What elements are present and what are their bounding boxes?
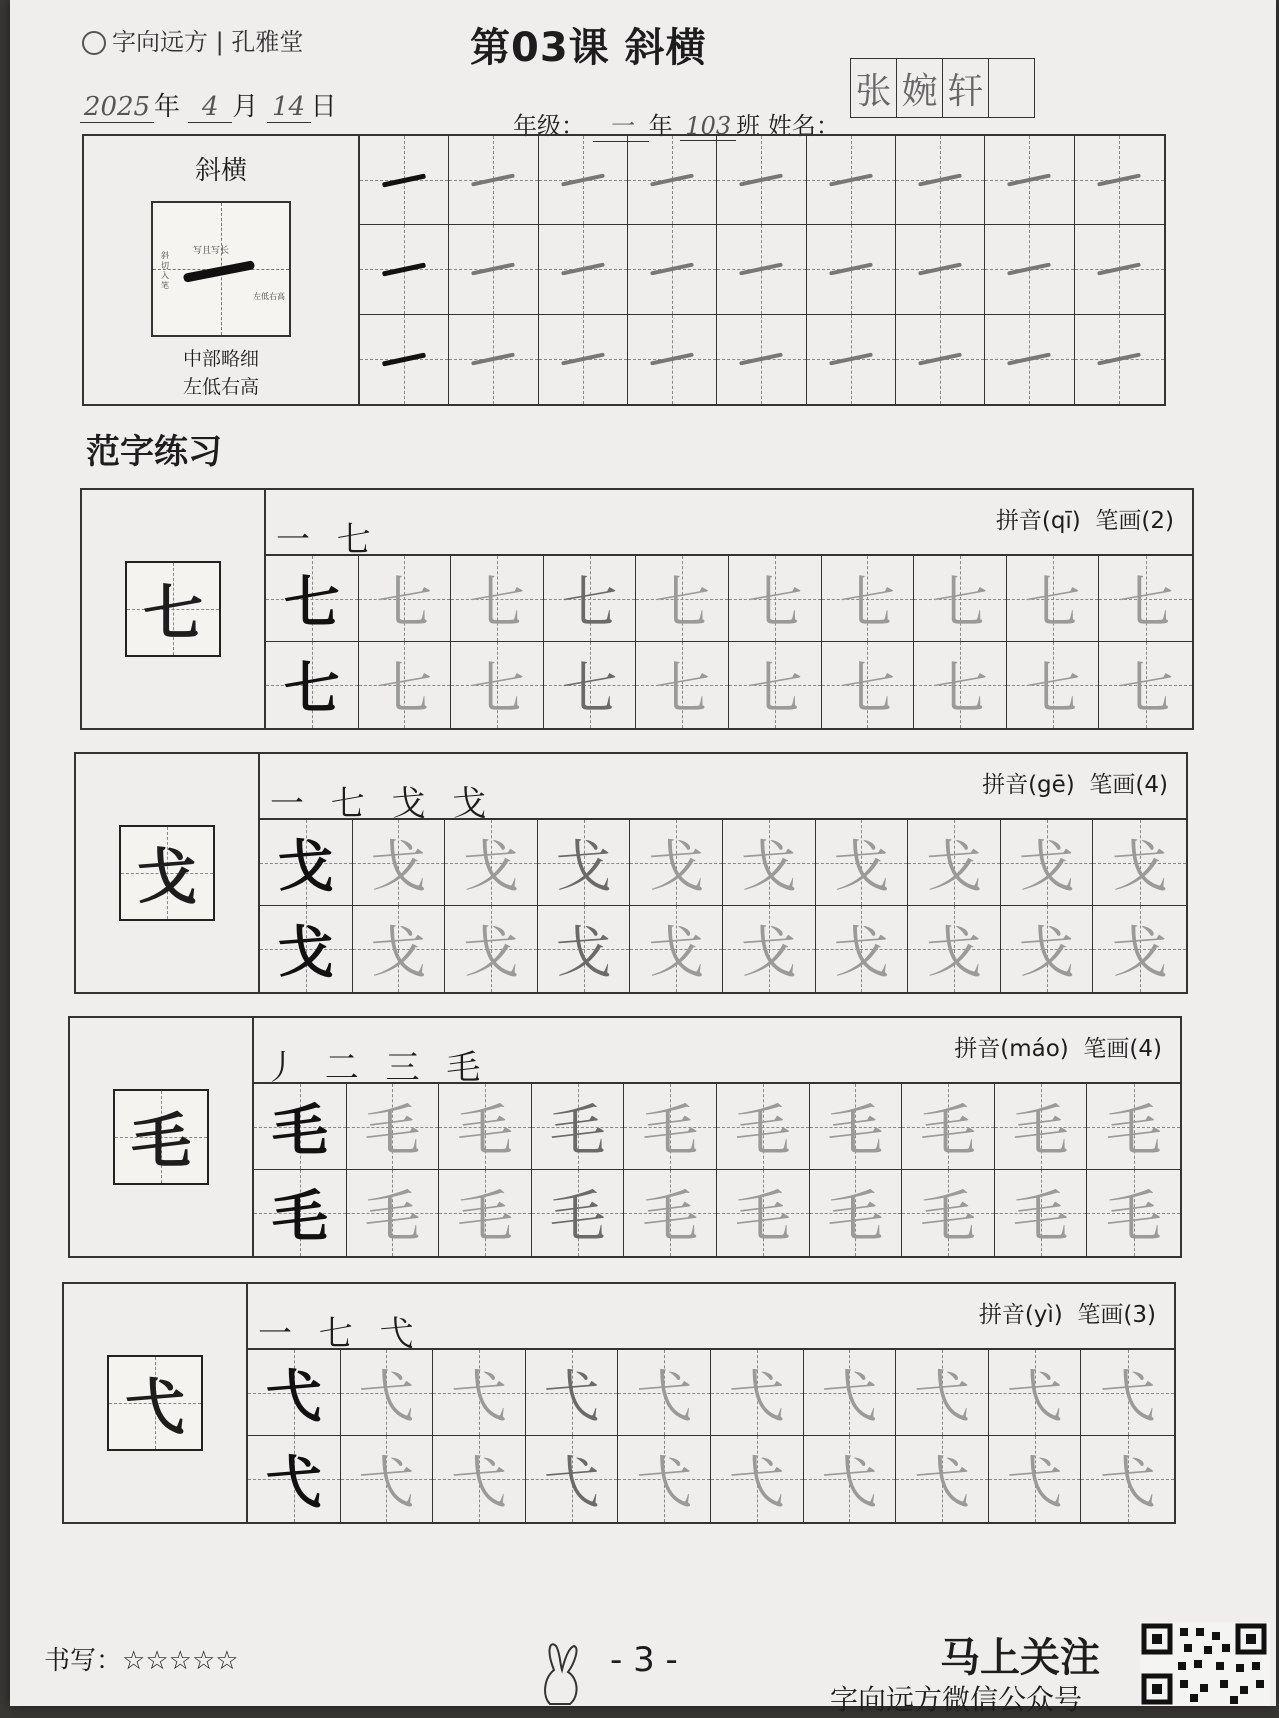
practice-cell[interactable]: 弋 xyxy=(711,1436,804,1522)
char-header xyxy=(260,754,1186,824)
practice-cell[interactable]: 七 xyxy=(451,556,544,642)
date-day: 14 xyxy=(267,92,311,123)
stroke-practice-cell[interactable] xyxy=(1075,315,1164,404)
brand-logo: 字向远方 | 孔雅堂 xyxy=(82,22,303,57)
char-header xyxy=(266,490,1192,560)
sample-cell: 戈 xyxy=(260,906,353,992)
stroke-practice-cell[interactable] xyxy=(449,315,538,404)
char-header xyxy=(254,1018,1180,1088)
name-char xyxy=(989,59,1034,117)
practice-grid xyxy=(266,556,1192,728)
stroke-info xyxy=(84,136,360,404)
stroke-mark xyxy=(382,352,426,366)
practice-cell[interactable]: 毛 xyxy=(532,1084,625,1170)
practice-cell[interactable]: 戈 xyxy=(1001,906,1094,992)
lesson-title: 第03课 斜横 xyxy=(470,25,707,71)
sample-cell: 弋 xyxy=(248,1436,341,1522)
stroke-count: (4) xyxy=(1135,772,1168,798)
practice-cell[interactable]: 七 xyxy=(636,556,729,642)
stroke-practice-cell[interactable] xyxy=(628,315,717,404)
stroke-mark xyxy=(1008,174,1052,187)
model-char-panel xyxy=(64,1284,248,1522)
pinyin: (yì) xyxy=(1024,1302,1063,1328)
stroke-practice-cell[interactable] xyxy=(807,315,896,404)
stroke-practice-cell[interactable] xyxy=(896,225,985,314)
char-meta: 拼音(yì) 笔画(3) xyxy=(978,1302,1156,1328)
char-meta: 拼音(máo) 笔画(4) xyxy=(954,1036,1162,1062)
char-header xyxy=(248,1284,1174,1354)
sample-cell: 七 xyxy=(266,556,359,642)
practice-cell[interactable]: 戈 xyxy=(538,906,631,992)
stroke-practice-cell[interactable] xyxy=(807,136,896,225)
stroke-mark xyxy=(740,263,784,276)
practice-cell[interactable]: 弋 xyxy=(989,1350,1082,1436)
pinyin: (qī) xyxy=(1041,508,1081,534)
practice-cell[interactable]: 弋 xyxy=(618,1350,711,1436)
stroke-order: 一 七 戈 戈 xyxy=(270,784,495,824)
practice-cell[interactable]: 弋 xyxy=(896,1436,989,1522)
name-grid xyxy=(850,58,1035,118)
practice-cell[interactable]: 七 xyxy=(544,556,637,642)
practice-cell[interactable]: 戈 xyxy=(723,906,816,992)
practice-cell[interactable]: 七 xyxy=(822,556,915,642)
practice-cell[interactable]: 弋 xyxy=(433,1350,526,1436)
date-year: 2025 xyxy=(80,92,154,123)
practice-cell[interactable]: 七 xyxy=(636,642,729,728)
qr-code-icon[interactable] xyxy=(1140,1622,1270,1706)
practice-cell[interactable]: 毛 xyxy=(347,1170,440,1256)
practice-cell[interactable]: 毛 xyxy=(1087,1170,1180,1256)
sample-cell: 毛 xyxy=(254,1170,347,1256)
practice-cell[interactable]: 七 xyxy=(822,642,915,728)
practice-cell[interactable]: 毛 xyxy=(532,1170,625,1256)
practice-cell[interactable]: 毛 xyxy=(624,1170,717,1256)
practice-cell[interactable]: 弋 xyxy=(1081,1436,1174,1522)
date-month: 4 xyxy=(188,92,232,123)
stroke-name: 斜横 xyxy=(194,156,247,186)
stroke-mark xyxy=(829,174,873,187)
follow-subtext: 字向远方微信公众号 xyxy=(830,1683,1083,1716)
character-block xyxy=(62,1282,1176,1524)
stroke-practice-box xyxy=(82,134,1166,406)
class-row: 年级： 一 年 103 班 姓名： xyxy=(513,106,840,142)
character-block xyxy=(74,752,1188,994)
practice-cell[interactable]: 戈 xyxy=(353,906,446,992)
stroke-mark xyxy=(561,353,605,366)
practice-cell[interactable]: 七 xyxy=(544,642,637,728)
stroke-note-1: 中部略细 xyxy=(182,348,259,370)
follow-text: 马上关注 xyxy=(940,1635,1100,1681)
name-char: 轩 xyxy=(943,59,989,117)
practice-cell[interactable]: 毛 xyxy=(624,1084,717,1170)
practice-cell[interactable]: 七 xyxy=(1007,556,1100,642)
practice-cell[interactable]: 七 xyxy=(729,642,822,728)
practice-cell[interactable]: 毛 xyxy=(717,1084,810,1170)
stroke-practice-cell[interactable] xyxy=(360,225,449,314)
practice-cell[interactable]: 弋 xyxy=(804,1436,897,1522)
stroke-mark xyxy=(918,263,962,276)
practice-cell[interactable]: 毛 xyxy=(810,1084,903,1170)
stroke-practice-cell[interactable] xyxy=(628,225,717,314)
practice-cell[interactable]: 毛 xyxy=(439,1170,532,1256)
stroke-mark xyxy=(1008,263,1052,276)
practice-cell[interactable]: 戈 xyxy=(723,820,816,906)
practice-cell[interactable]: 戈 xyxy=(1093,820,1186,906)
stroke-order: 丿 二 三 毛 xyxy=(264,1048,489,1088)
practice-cell[interactable]: 戈 xyxy=(908,820,1001,906)
pinyin: (máo) xyxy=(1000,1036,1069,1062)
practice-grid xyxy=(254,1084,1180,1256)
stroke-mark xyxy=(1097,263,1141,276)
practice-cell[interactable]: 弋 xyxy=(1081,1350,1174,1436)
stroke-mark xyxy=(472,263,516,276)
practice-grid xyxy=(260,820,1186,992)
practice-cell[interactable]: 毛 xyxy=(902,1084,995,1170)
practice-cell[interactable]: 毛 xyxy=(717,1170,810,1256)
practice-cell[interactable]: 戈 xyxy=(353,820,446,906)
stroke-mark xyxy=(561,263,605,276)
rabbit-icon xyxy=(540,1640,586,1706)
stroke-practice-cell[interactable] xyxy=(539,136,628,225)
practice-cell[interactable]: 弋 xyxy=(341,1350,434,1436)
stroke-practice-cell[interactable] xyxy=(985,136,1074,225)
practice-cell[interactable]: 弋 xyxy=(618,1436,711,1522)
stroke-mark xyxy=(918,353,962,366)
practice-cell[interactable]: 弋 xyxy=(526,1350,619,1436)
sample-cell: 七 xyxy=(266,642,359,728)
practice-cell[interactable]: 戈 xyxy=(816,906,909,992)
char-meta: 拼音(qī) 笔画(2) xyxy=(995,508,1174,534)
grade-value: 一 xyxy=(593,106,649,142)
section-title: 范字练习 xyxy=(86,432,222,472)
stroke-mark xyxy=(829,353,873,366)
stroke-practice-cell[interactable] xyxy=(539,225,628,314)
logo-icon xyxy=(82,31,106,55)
stroke-practice-cell[interactable] xyxy=(896,136,985,225)
stroke-practice-cell[interactable] xyxy=(1075,136,1164,225)
stroke-count: (2) xyxy=(1141,508,1174,534)
practice-cell[interactable]: 毛 xyxy=(995,1170,1088,1256)
stroke-count: (3) xyxy=(1123,1302,1156,1328)
stroke-order: 一 七 弋 xyxy=(258,1314,422,1354)
practice-cell[interactable]: 弋 xyxy=(341,1436,434,1522)
practice-cell[interactable]: 弋 xyxy=(804,1350,897,1436)
stroke-mark xyxy=(918,174,962,187)
char-meta: 拼音(gē) 笔画(4) xyxy=(982,772,1168,798)
practice-cell[interactable]: 毛 xyxy=(995,1084,1088,1170)
stroke-practice-cell[interactable] xyxy=(985,315,1074,404)
practice-cell[interactable]: 七 xyxy=(729,556,822,642)
sample-cell: 弋 xyxy=(248,1350,341,1436)
practice-cell[interactable]: 弋 xyxy=(711,1350,804,1436)
practice-cell[interactable]: 戈 xyxy=(630,906,723,992)
stroke-practice-cell[interactable] xyxy=(985,225,1074,314)
model-char: 戈 xyxy=(119,825,215,921)
model-char: 七 xyxy=(125,561,221,657)
practice-cell[interactable]: 七 xyxy=(914,642,1007,728)
stroke-grid xyxy=(360,136,1164,404)
stroke-mark xyxy=(650,263,694,276)
stroke-mark xyxy=(472,353,516,366)
character-block xyxy=(68,1016,1182,1258)
practice-cell[interactable]: 弋 xyxy=(526,1436,619,1522)
practice-cell[interactable]: 七 xyxy=(1099,556,1192,642)
practice-cell[interactable]: 弋 xyxy=(433,1436,526,1522)
stroke-mark xyxy=(1008,353,1052,366)
stroke-practice-cell[interactable] xyxy=(717,136,806,225)
stroke-mark xyxy=(382,262,426,276)
character-block xyxy=(80,488,1194,730)
practice-cell[interactable]: 毛 xyxy=(810,1170,903,1256)
stroke-practice-cell[interactable] xyxy=(360,315,449,404)
stroke-practice-cell[interactable] xyxy=(360,136,449,225)
practice-cell[interactable]: 弋 xyxy=(896,1350,989,1436)
practice-cell[interactable]: 弋 xyxy=(989,1436,1082,1522)
sample-cell: 戈 xyxy=(260,820,353,906)
stroke-mark xyxy=(650,174,694,187)
stroke-practice-cell[interactable] xyxy=(717,315,806,404)
practice-cell[interactable]: 戈 xyxy=(445,820,538,906)
stroke-mark xyxy=(650,353,694,366)
practice-cell[interactable]: 戈 xyxy=(445,906,538,992)
model-char: 弋 xyxy=(107,1355,203,1451)
practice-cell[interactable]: 戈 xyxy=(630,820,723,906)
practice-cell[interactable]: 七 xyxy=(914,556,1007,642)
practice-cell[interactable]: 七 xyxy=(451,642,544,728)
stroke-practice-cell[interactable] xyxy=(717,225,806,314)
practice-cell[interactable]: 七 xyxy=(1007,642,1100,728)
name-char: 张 xyxy=(851,59,897,117)
practice-cell[interactable]: 毛 xyxy=(439,1084,532,1170)
stroke-practice-cell[interactable] xyxy=(896,315,985,404)
worksheet-page xyxy=(10,0,1276,1716)
practice-cell[interactable]: 戈 xyxy=(1093,906,1186,992)
page-number: - 3 - xyxy=(610,1640,678,1680)
practice-cell[interactable]: 七 xyxy=(359,556,452,642)
writing-score: 书写：☆☆☆☆☆ xyxy=(44,1646,239,1676)
stroke-practice-cell[interactable] xyxy=(449,136,538,225)
practice-cell[interactable]: 戈 xyxy=(816,820,909,906)
stroke-mark xyxy=(382,173,426,187)
stroke-diagram: 写且写长 斜切入笔 左低右高 xyxy=(151,201,291,337)
practice-cell[interactable]: 毛 xyxy=(1087,1084,1180,1170)
stroke-practice-cell[interactable] xyxy=(628,136,717,225)
star-rating[interactable]: ☆☆☆☆☆ xyxy=(122,1646,239,1676)
stroke-mark xyxy=(472,174,516,187)
practice-cell[interactable]: 毛 xyxy=(902,1170,995,1256)
model-char: 毛 xyxy=(113,1089,209,1185)
stroke-practice-cell[interactable] xyxy=(449,225,538,314)
class-value: 103 xyxy=(680,112,736,141)
model-char-panel xyxy=(82,490,266,728)
practice-cell[interactable]: 七 xyxy=(1099,642,1192,728)
stroke-note-2: 左低右高 xyxy=(182,376,259,398)
date-row: 2025 年 4 月 14 日 xyxy=(80,86,337,123)
practice-cell[interactable]: 毛 xyxy=(347,1084,440,1170)
practice-grid xyxy=(248,1350,1174,1522)
stroke-practice-cell[interactable] xyxy=(539,315,628,404)
stroke-mark xyxy=(561,174,605,187)
model-char-panel xyxy=(70,1018,254,1256)
stroke-order: 一 七 xyxy=(276,520,379,560)
practice-cell[interactable]: 七 xyxy=(359,642,452,728)
pinyin: (gē) xyxy=(1028,772,1075,798)
stroke-mark xyxy=(740,353,784,366)
stroke-practice-cell[interactable] xyxy=(1075,225,1164,314)
stroke-practice-cell[interactable] xyxy=(807,225,896,314)
practice-cell[interactable]: 戈 xyxy=(1001,820,1094,906)
practice-cell[interactable]: 戈 xyxy=(908,906,1001,992)
stroke-mark xyxy=(1097,174,1141,187)
model-char-panel xyxy=(76,754,260,992)
sample-cell: 毛 xyxy=(254,1084,347,1170)
stroke-mark xyxy=(740,174,784,187)
stroke-mark xyxy=(829,263,873,276)
practice-cell[interactable]: 戈 xyxy=(538,820,631,906)
name-char: 婉 xyxy=(897,59,943,117)
stroke-mark xyxy=(1097,353,1141,366)
stroke-sample-icon xyxy=(183,260,255,283)
stroke-count: (4) xyxy=(1129,1036,1162,1062)
